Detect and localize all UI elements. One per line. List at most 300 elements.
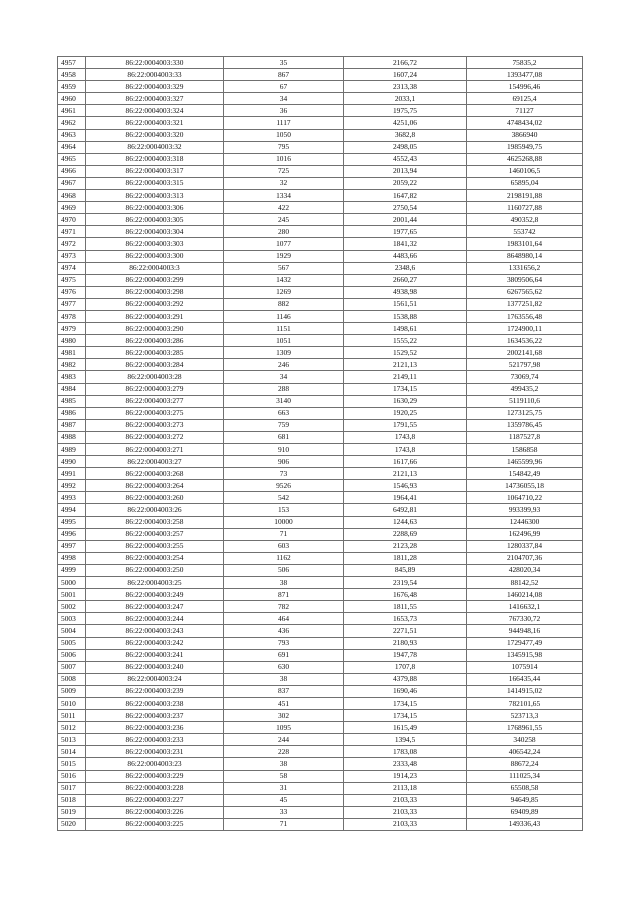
table-row (58, 758, 583, 770)
table-row (58, 153, 583, 165)
cadastral-number-cell: 86:22:0004003:286 (86, 335, 224, 347)
area-cell: 436 (224, 625, 344, 637)
table-row (58, 298, 583, 310)
row-number-cell: 4992 (58, 480, 86, 492)
cadastral-number-cell: 86:22:0004003:285 (86, 347, 224, 359)
cadastral-number-cell: 86:22:0004003:277 (86, 395, 224, 407)
table-row (58, 371, 583, 383)
cadastral-value-cell: 1331656,2 (467, 262, 583, 274)
table-row (58, 504, 583, 516)
area-cell: 10000 (224, 516, 344, 528)
area-cell: 882 (224, 298, 344, 310)
table-row (58, 444, 583, 456)
specific-value-cell: 2121,13 (344, 359, 467, 371)
row-number-cell: 4977 (58, 298, 86, 310)
table-row (58, 818, 583, 830)
specific-value-cell: 1920,25 (344, 407, 467, 419)
area-cell: 1117 (224, 117, 344, 129)
cadastral-number-cell: 86:22:0004003:300 (86, 250, 224, 262)
cadastral-value-cell: 490352,8 (467, 214, 583, 226)
specific-value-cell: 1734,15 (344, 697, 467, 709)
table-row (58, 310, 583, 322)
cadastral-value-cell: 1280337,84 (467, 540, 583, 552)
area-cell: 1334 (224, 190, 344, 202)
cadastral-number-cell: 86:22:0004003:327 (86, 93, 224, 105)
row-number-cell: 4980 (58, 335, 86, 347)
cadastral-number-cell: 86:22:0004003:237 (86, 710, 224, 722)
specific-value-cell: 1811,28 (344, 552, 467, 564)
row-number-cell: 5005 (58, 637, 86, 649)
area-cell: 906 (224, 456, 344, 468)
row-number-cell: 5004 (58, 625, 86, 637)
row-number-cell: 4996 (58, 528, 86, 540)
area-cell: 34 (224, 93, 344, 105)
cadastral-number-cell: 86:22:0004003:284 (86, 359, 224, 371)
area-cell: 1151 (224, 323, 344, 335)
cadastral-number-cell: 86:22:0004003:257 (86, 528, 224, 540)
cadastral-number-cell: 86:22:0004003:303 (86, 238, 224, 250)
row-number-cell: 5008 (58, 673, 86, 685)
specific-value-cell: 2113,18 (344, 782, 467, 794)
table-row (58, 601, 583, 613)
specific-value-cell: 1244,63 (344, 516, 467, 528)
cadastral-value-cell: 69409,89 (467, 806, 583, 818)
cadastral-value-cell: 2002141,68 (467, 347, 583, 359)
row-number-cell: 4970 (58, 214, 86, 226)
cadastral-value-cell: 3866940 (467, 129, 583, 141)
cadastral-value-cell: 1724900,11 (467, 323, 583, 335)
cadastral-value-cell: 767330,72 (467, 613, 583, 625)
row-number-cell: 4969 (58, 202, 86, 214)
area-cell: 31 (224, 782, 344, 794)
table-row (58, 625, 583, 637)
table-row (58, 238, 583, 250)
area-cell: 759 (224, 419, 344, 431)
area-cell: 244 (224, 734, 344, 746)
cadastral-value-cell: 1586858 (467, 444, 583, 456)
row-number-cell: 4983 (58, 371, 86, 383)
area-cell: 71 (224, 528, 344, 540)
specific-value-cell: 1538,88 (344, 310, 467, 322)
area-cell: 793 (224, 637, 344, 649)
specific-value-cell: 845,89 (344, 564, 467, 576)
row-number-cell: 4959 (58, 81, 86, 93)
cadastral-number-cell: 86:22:0004003:315 (86, 177, 224, 189)
specific-value-cell: 2103,33 (344, 818, 467, 830)
row-number-cell: 4965 (58, 153, 86, 165)
cadastral-value-cell: 8648980,14 (467, 250, 583, 262)
row-number-cell: 4978 (58, 310, 86, 322)
specific-value-cell: 1734,15 (344, 710, 467, 722)
row-number-cell: 4997 (58, 540, 86, 552)
cadastral-value-cell: 75835,2 (467, 57, 583, 69)
row-number-cell: 4962 (58, 117, 86, 129)
row-number-cell: 5009 (58, 685, 86, 697)
row-number-cell: 4958 (58, 69, 86, 81)
area-cell: 280 (224, 226, 344, 238)
table-row (58, 202, 583, 214)
row-number-cell: 4982 (58, 359, 86, 371)
area-cell: 302 (224, 710, 344, 722)
cadastral-value-cell: 499435,2 (467, 383, 583, 395)
cadastral-number-cell: 86:22:0004003:291 (86, 310, 224, 322)
cadastral-number-cell: 86:22:0004003:321 (86, 117, 224, 129)
specific-value-cell: 1743,8 (344, 431, 467, 443)
cadastral-number-cell: 86:22:0004003:228 (86, 782, 224, 794)
cadastral-value-cell: 5119110,6 (467, 395, 583, 407)
cadastral-value-cell: 69125,4 (467, 93, 583, 105)
table-row (58, 661, 583, 673)
row-number-cell: 4961 (58, 105, 86, 117)
row-number-cell: 5020 (58, 818, 86, 830)
cadastral-value-cell: 154996,46 (467, 81, 583, 93)
row-number-cell: 4967 (58, 177, 86, 189)
row-number-cell: 4998 (58, 552, 86, 564)
cadastral-number-cell: 86:22:0004003:229 (86, 770, 224, 782)
cadastral-value-cell: 1273125,75 (467, 407, 583, 419)
area-cell: 910 (224, 444, 344, 456)
table-row (58, 335, 583, 347)
cadastral-number-cell: 86:22:0004003:271 (86, 444, 224, 456)
cadastral-value-cell: 4748434,02 (467, 117, 583, 129)
area-cell: 58 (224, 770, 344, 782)
specific-value-cell: 2123,28 (344, 540, 467, 552)
cadastral-number-cell: 86:22:0004003:254 (86, 552, 224, 564)
table-row (58, 214, 583, 226)
row-number-cell: 5017 (58, 782, 86, 794)
table-row (58, 286, 583, 298)
table-row (58, 105, 583, 117)
cadastral-number-cell: 86:22:0004003:242 (86, 637, 224, 649)
cadastral-number-cell: 86:22:0004003:264 (86, 480, 224, 492)
row-number-cell: 4971 (58, 226, 86, 238)
area-cell: 871 (224, 589, 344, 601)
specific-value-cell: 1394,5 (344, 734, 467, 746)
table-row (58, 383, 583, 395)
cadastral-value-cell: 65508,58 (467, 782, 583, 794)
row-number-cell: 4988 (58, 431, 86, 443)
row-number-cell: 4972 (58, 238, 86, 250)
table-row (58, 274, 583, 286)
specific-value-cell: 1947,78 (344, 649, 467, 661)
specific-value-cell: 2103,33 (344, 794, 467, 806)
table-row (58, 190, 583, 202)
row-number-cell: 5012 (58, 722, 86, 734)
table-row (58, 564, 583, 576)
cadastral-number-cell: 86:22:0004003:250 (86, 564, 224, 576)
cadastral-value-cell: 73069,74 (467, 371, 583, 383)
table-row (58, 407, 583, 419)
table-row (58, 468, 583, 480)
specific-value-cell: 2319,54 (344, 577, 467, 589)
specific-value-cell: 1607,24 (344, 69, 467, 81)
cadastral-value-cell: 553742 (467, 226, 583, 238)
area-cell: 32 (224, 177, 344, 189)
cadastral-value-cell: 12446300 (467, 516, 583, 528)
specific-value-cell: 1811,55 (344, 601, 467, 613)
cadastral-value-cell: 782101,65 (467, 697, 583, 709)
cadastral-value-cell: 993399,93 (467, 504, 583, 516)
specific-value-cell: 4483,66 (344, 250, 467, 262)
row-number-cell: 4990 (58, 456, 86, 468)
area-cell: 246 (224, 359, 344, 371)
cadastral-value-cell: 521797,98 (467, 359, 583, 371)
area-cell: 1146 (224, 310, 344, 322)
specific-value-cell: 2121,13 (344, 468, 467, 480)
table-body (58, 57, 583, 831)
table-row (58, 794, 583, 806)
cadastral-value-cell: 1729477,49 (467, 637, 583, 649)
table-row (58, 165, 583, 177)
cadastral-value-cell: 154842,49 (467, 468, 583, 480)
table-row (58, 516, 583, 528)
specific-value-cell: 1977,65 (344, 226, 467, 238)
row-number-cell: 4991 (58, 468, 86, 480)
row-number-cell: 4960 (58, 93, 86, 105)
cadastral-value-cell: 88142,52 (467, 577, 583, 589)
cadastral-value-cell: 428020,34 (467, 564, 583, 576)
cadastral-value-cell: 162496,99 (467, 528, 583, 540)
cadastral-number-cell: 86:22:0004003:273 (86, 419, 224, 431)
area-cell: 288 (224, 383, 344, 395)
cadastral-value-cell: 1768961,55 (467, 722, 583, 734)
specific-value-cell: 2333,48 (344, 758, 467, 770)
cadastral-number-cell: 86:22:0004003:243 (86, 625, 224, 637)
specific-value-cell: 1783,08 (344, 746, 467, 758)
area-cell: 3140 (224, 395, 344, 407)
cadastral-value-cell: 14736055,18 (467, 480, 583, 492)
specific-value-cell: 1555,22 (344, 335, 467, 347)
specific-value-cell: 1647,82 (344, 190, 467, 202)
cadastral-value-cell: 94649,85 (467, 794, 583, 806)
cadastral-number-cell: 86:22:0004003:258 (86, 516, 224, 528)
specific-value-cell: 1615,49 (344, 722, 467, 734)
area-cell: 1050 (224, 129, 344, 141)
area-cell: 73 (224, 468, 344, 480)
cadastral-value-cell: 1393477,08 (467, 69, 583, 81)
cadastral-number-cell: 86:22:0004003:268 (86, 468, 224, 480)
cadastral-value-cell: 65895,04 (467, 177, 583, 189)
specific-value-cell: 3682,8 (344, 129, 467, 141)
row-number-cell: 4979 (58, 323, 86, 335)
cadastral-value-cell: 340258 (467, 734, 583, 746)
specific-value-cell: 2001,44 (344, 214, 467, 226)
specific-value-cell: 1529,52 (344, 347, 467, 359)
specific-value-cell: 2271,51 (344, 625, 467, 637)
cadastral-number-cell: 86:22:0004003:3 (86, 262, 224, 274)
cadastral-value-cell: 1345915,98 (467, 649, 583, 661)
specific-value-cell: 2013,94 (344, 165, 467, 177)
cadastral-number-cell: 86:22:0004003:260 (86, 492, 224, 504)
row-number-cell: 4974 (58, 262, 86, 274)
cadastral-number-cell: 86:22:0004003:330 (86, 57, 224, 69)
specific-value-cell: 2180,93 (344, 637, 467, 649)
cadastral-value-cell: 3809506,64 (467, 274, 583, 286)
specific-value-cell: 1653,73 (344, 613, 467, 625)
area-cell: 67 (224, 81, 344, 93)
row-number-cell: 4985 (58, 395, 86, 407)
cadastral-value-cell: 523713,3 (467, 710, 583, 722)
cadastral-number-cell: 86:22:0004003:305 (86, 214, 224, 226)
table-row (58, 431, 583, 443)
area-cell: 1309 (224, 347, 344, 359)
area-cell: 837 (224, 685, 344, 697)
table-row (58, 456, 583, 468)
table-row (58, 81, 583, 93)
area-cell: 38 (224, 577, 344, 589)
area-cell: 663 (224, 407, 344, 419)
cadastral-value-cell: 406542,24 (467, 746, 583, 758)
table-row (58, 57, 583, 69)
specific-value-cell: 2313,38 (344, 81, 467, 93)
specific-value-cell: 1743,8 (344, 444, 467, 456)
specific-value-cell: 2750,54 (344, 202, 467, 214)
cadastral-value-cell: 1075914 (467, 661, 583, 673)
cadastral-value-table (57, 56, 583, 831)
table-row (58, 649, 583, 661)
table-row (58, 552, 583, 564)
cadastral-number-cell: 86:22:0004003:28 (86, 371, 224, 383)
cadastral-number-cell: 86:22:0004003:27 (86, 456, 224, 468)
cadastral-number-cell: 86:22:0004003:279 (86, 383, 224, 395)
table-row (58, 528, 583, 540)
area-cell: 35 (224, 57, 344, 69)
cadastral-number-cell: 86:22:0004003:233 (86, 734, 224, 746)
specific-value-cell: 1676,48 (344, 589, 467, 601)
area-cell: 1077 (224, 238, 344, 250)
table-row (58, 577, 583, 589)
row-number-cell: 5006 (58, 649, 86, 661)
row-number-cell: 4987 (58, 419, 86, 431)
table-row (58, 250, 583, 262)
specific-value-cell: 1546,93 (344, 480, 467, 492)
row-number-cell: 5007 (58, 661, 86, 673)
table-row (58, 492, 583, 504)
cadastral-number-cell: 86:22:0004003:26 (86, 504, 224, 516)
cadastral-number-cell: 86:22:0004003:225 (86, 818, 224, 830)
area-cell: 153 (224, 504, 344, 516)
area-cell: 36 (224, 105, 344, 117)
area-cell: 681 (224, 431, 344, 443)
table-row (58, 806, 583, 818)
row-number-cell: 5001 (58, 589, 86, 601)
cadastral-number-cell: 86:22:0004003:324 (86, 105, 224, 117)
specific-value-cell: 4552,43 (344, 153, 467, 165)
cadastral-number-cell: 86:22:0004003:236 (86, 722, 224, 734)
area-cell: 38 (224, 673, 344, 685)
table-row (58, 395, 583, 407)
cadastral-value-cell: 111025,34 (467, 770, 583, 782)
table-row (58, 177, 583, 189)
area-cell: 691 (224, 649, 344, 661)
cadastral-value-cell: 166435,44 (467, 673, 583, 685)
specific-value-cell: 1914,23 (344, 770, 467, 782)
area-cell: 422 (224, 202, 344, 214)
cadastral-number-cell: 86:22:0004003:241 (86, 649, 224, 661)
specific-value-cell: 2348,6 (344, 262, 467, 274)
table-row (58, 770, 583, 782)
cadastral-number-cell: 86:22:0004003:247 (86, 601, 224, 613)
cadastral-value-cell: 71127 (467, 105, 583, 117)
cadastral-value-cell: 1414915,02 (467, 685, 583, 697)
specific-value-cell: 2660,27 (344, 274, 467, 286)
cadastral-value-cell: 1983101,64 (467, 238, 583, 250)
row-number-cell: 5002 (58, 601, 86, 613)
row-number-cell: 4994 (58, 504, 86, 516)
cadastral-number-cell: 86:22:0004003:238 (86, 697, 224, 709)
cadastral-value-cell: 1187527,8 (467, 431, 583, 443)
row-number-cell: 5016 (58, 770, 86, 782)
table-row (58, 359, 583, 371)
row-number-cell: 4999 (58, 564, 86, 576)
table-row (58, 117, 583, 129)
row-number-cell: 4993 (58, 492, 86, 504)
area-cell: 1162 (224, 552, 344, 564)
table-row (58, 419, 583, 431)
area-cell: 1929 (224, 250, 344, 262)
specific-value-cell: 1975,75 (344, 105, 467, 117)
cadastral-number-cell: 86:22:0004003:33 (86, 69, 224, 81)
area-cell: 782 (224, 601, 344, 613)
area-cell: 228 (224, 746, 344, 758)
specific-value-cell: 2103,33 (344, 806, 467, 818)
row-number-cell: 5015 (58, 758, 86, 770)
table-row (58, 637, 583, 649)
cadastral-number-cell: 86:22:0004003:313 (86, 190, 224, 202)
cadastral-value-cell: 2198191,88 (467, 190, 583, 202)
specific-value-cell: 1561,51 (344, 298, 467, 310)
cadastral-number-cell: 86:22:0004003:23 (86, 758, 224, 770)
cadastral-number-cell: 86:22:0004003:292 (86, 298, 224, 310)
specific-value-cell: 1734,15 (344, 383, 467, 395)
cadastral-number-cell: 86:22:0004003:290 (86, 323, 224, 335)
specific-value-cell: 4938,98 (344, 286, 467, 298)
cadastral-value-cell: 1763556,48 (467, 310, 583, 322)
row-number-cell: 5013 (58, 734, 86, 746)
area-cell: 451 (224, 697, 344, 709)
specific-value-cell: 1690,46 (344, 685, 467, 697)
specific-value-cell: 6492,81 (344, 504, 467, 516)
specific-value-cell: 1630,29 (344, 395, 467, 407)
table-row (58, 722, 583, 734)
cadastral-number-cell: 86:22:0004003:306 (86, 202, 224, 214)
row-number-cell: 5014 (58, 746, 86, 758)
table-row (58, 782, 583, 794)
row-number-cell: 5000 (58, 577, 86, 589)
cadastral-number-cell: 86:22:0004003:25 (86, 577, 224, 589)
area-cell: 33 (224, 806, 344, 818)
cadastral-number-cell: 86:22:0004003:239 (86, 685, 224, 697)
row-number-cell: 4963 (58, 129, 86, 141)
row-number-cell: 4957 (58, 57, 86, 69)
area-cell: 867 (224, 69, 344, 81)
row-number-cell: 4986 (58, 407, 86, 419)
table-row (58, 141, 583, 153)
row-number-cell: 4976 (58, 286, 86, 298)
row-number-cell: 4973 (58, 250, 86, 262)
area-cell: 506 (224, 564, 344, 576)
area-cell: 1016 (224, 153, 344, 165)
area-cell: 1269 (224, 286, 344, 298)
table-row (58, 480, 583, 492)
area-cell: 567 (224, 262, 344, 274)
cadastral-value-cell: 6267565,62 (467, 286, 583, 298)
cadastral-value-cell: 1064710,22 (467, 492, 583, 504)
row-number-cell: 5018 (58, 794, 86, 806)
cadastral-value-cell: 1985949,75 (467, 141, 583, 153)
area-cell: 464 (224, 613, 344, 625)
cadastral-value-cell: 4625268,88 (467, 153, 583, 165)
